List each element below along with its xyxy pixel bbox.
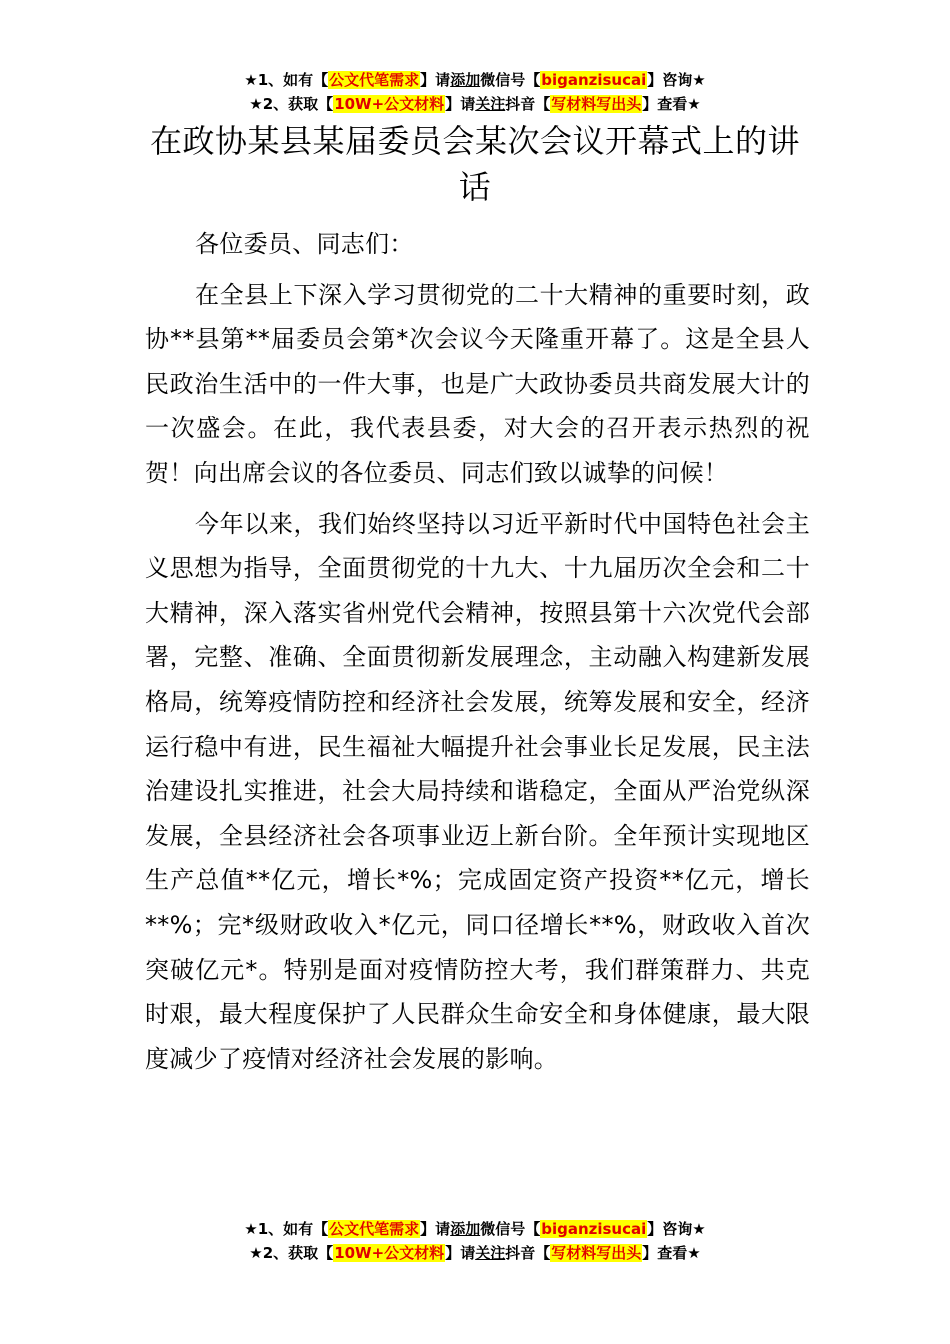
banner-highlight: 10W+公文材料 (334, 95, 445, 113)
banner-highlight-douyin-id: 写材料写出头 (551, 1244, 642, 1262)
banner-line-1 (0, 1217, 950, 1241)
banner-underlined-text: 添加 (450, 1220, 481, 1238)
banner-highlight: 10W+公文材料 (334, 1244, 445, 1262)
banner-text: ★1、如有【 (244, 71, 329, 89)
banner-highlight: 公文代笔需求 (329, 71, 420, 89)
banner-text: ★2、获取【 (249, 1244, 334, 1262)
banner-text: 】请 (420, 71, 451, 89)
banner-text: 】查看★ (642, 1244, 701, 1262)
banner-text: 微信号【 (480, 1220, 541, 1238)
banner-underlined-text: 关注 (475, 1244, 506, 1262)
document-body (145, 222, 810, 1087)
banner-highlight-wechat-id: biganzisucai (541, 71, 647, 89)
banner-highlight-douyin-id: 写材料写出头 (551, 95, 642, 113)
banner-text: ★1、如有【 (244, 1220, 329, 1238)
banner-line-2 (0, 92, 950, 116)
banner-text: 抖音【 (505, 1244, 551, 1262)
banner-text: 】请 (445, 1244, 476, 1262)
body-paragraph: 今年以来，我们始终坚持以习近平新时代中国特色社会主义思想为指导，全面贯彻党的十九大、十九届历次全会和二十大精神，深入落实省州党代会精神，按照县第十六次党代会部署，完整、准确、全面贯彻新发展理念，主动融入构建新发展格局，统筹疫情防控和经济社会发展，统筹发展和安全，经济运行稳中有进，民生福祉大幅提升社会事业长足发展，民主法治建设扎实推进，社会大局持续和谐稳定，全面从严治党纵深发展，全县经济社会各项事业迈上新台阶。全年预计实现地区生产总值**亿元，增长*%；完成固定资产投资**亿元，增长**%；完*级财政收入*亿元，同口径增长**%，财政收入首次突破亿元*。特别是面对疫情防控大考，我们群策群力、共克时艰，最大程度保护了人民群众生命安全和身体健康，最大限度减少了疫情对经济社会发展的影响。 (145, 509, 810, 1073)
banner-highlight: 公文代笔需求 (329, 1220, 420, 1238)
banner-text: 抖音【 (505, 95, 551, 113)
banner-text: 微信号【 (480, 71, 541, 89)
header-banner (0, 68, 950, 116)
banner-highlight-wechat-id: biganzisucai (541, 1220, 647, 1238)
document-title: 在政协某县某届委员会某次会议开幕式上的讲话 (150, 122, 801, 206)
banner-text: ★2、获取【 (249, 95, 334, 113)
body-paragraph: 在全县上下深入学习贯彻党的二十大精神的重要时刻，政协**县第**届委员会第*次会议今天隆重开幕了。这是全县人民政治生活中的一件大事，也是广大政协委员共商发展大计的一次盛会。在此，我代表县委，对大会的召开表示热烈的祝贺！向出席会议的各位委员、同志们致以诚挚的问候！ (145, 280, 810, 487)
banner-text: 】请 (420, 1220, 451, 1238)
banner-text: 】请 (445, 95, 476, 113)
banner-underlined-text: 关注 (475, 95, 506, 113)
footer-banner (0, 1217, 950, 1265)
banner-line-2 (0, 1241, 950, 1265)
banner-text: 】咨询★ (647, 1220, 706, 1238)
banner-text: 】咨询★ (647, 71, 706, 89)
banner-text: 】查看★ (642, 95, 701, 113)
banner-underlined-text: 添加 (450, 71, 481, 89)
banner-line-1 (0, 68, 950, 92)
salutation: 各位委员、同志们： (195, 230, 414, 258)
